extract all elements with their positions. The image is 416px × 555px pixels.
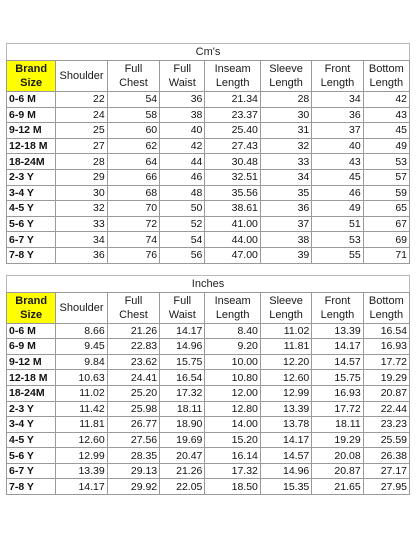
measurement-cell: 16.54	[363, 323, 409, 339]
measurement-cell: 17.32	[205, 463, 261, 479]
measurement-cell: 65	[363, 201, 409, 217]
size-label-cell: 5-6 Y	[7, 448, 56, 464]
measurement-cell: 13.78	[260, 417, 311, 433]
measurement-cell: 28	[260, 92, 311, 108]
measurement-cell: 25	[56, 123, 107, 139]
size-label-cell: 7-8 Y	[7, 247, 56, 263]
measurement-cell: 72	[107, 216, 159, 232]
cm-table-title: Cm's	[6, 43, 410, 60]
measurement-cell: 16.93	[312, 385, 363, 401]
measurement-cell: 33	[56, 216, 107, 232]
measurement-cell: 8.66	[56, 323, 107, 339]
measurement-cell: 11.02	[56, 385, 107, 401]
measurement-cell: 40	[160, 123, 205, 139]
column-header: Full Chest	[107, 61, 159, 92]
measurement-cell: 28.35	[107, 448, 159, 464]
size-label-cell: 9-12 M	[7, 354, 56, 370]
measurement-cell: 19.69	[160, 432, 205, 448]
measurement-cell: 21.26	[160, 463, 205, 479]
measurement-cell: 54	[107, 92, 159, 108]
measurement-cell: 32	[260, 138, 311, 154]
measurement-cell: 36	[312, 107, 363, 123]
size-label-cell: 18-24M	[7, 385, 56, 401]
size-label-cell: 2-3 Y	[7, 169, 56, 185]
column-header: Bottom Length	[363, 61, 409, 92]
table-row	[7, 448, 410, 464]
table-row	[7, 185, 410, 201]
measurement-cell: 15.75	[160, 354, 205, 370]
measurement-cell: 25.98	[107, 401, 159, 417]
size-label-cell: 0-6 M	[7, 323, 56, 339]
measurement-cell: 36	[260, 201, 311, 217]
table-row	[7, 463, 410, 479]
measurement-cell: 11.81	[56, 417, 107, 433]
measurement-cell: 20.47	[160, 448, 205, 464]
table-row	[7, 385, 410, 401]
measurement-cell: 21.34	[205, 92, 261, 108]
measurement-cell: 22.83	[107, 339, 159, 355]
table-row	[7, 323, 410, 339]
measurement-cell: 44	[160, 154, 205, 170]
header-row	[7, 292, 410, 323]
measurement-cell: 16.14	[205, 448, 261, 464]
measurement-cell: 47.00	[205, 247, 261, 263]
measurement-cell: 17.32	[160, 385, 205, 401]
measurement-cell: 59	[363, 185, 409, 201]
measurement-cell: 20.08	[312, 448, 363, 464]
measurement-cell: 9.20	[205, 339, 261, 355]
measurement-cell: 62	[107, 138, 159, 154]
measurement-cell: 20.87	[363, 385, 409, 401]
measurement-cell: 64	[107, 154, 159, 170]
column-header: Full Waist	[160, 61, 205, 92]
measurement-cell: 42	[160, 138, 205, 154]
measurement-cell: 11.42	[56, 401, 107, 417]
size-label-cell: 5-6 Y	[7, 216, 56, 232]
measurement-cell: 19.29	[312, 432, 363, 448]
top-spacer	[6, 0, 410, 43]
measurement-cell: 25.20	[107, 385, 159, 401]
measurement-cell: 76	[107, 247, 159, 263]
measurement-cell: 22.44	[363, 401, 409, 417]
size-label-cell: 12-18 M	[7, 370, 56, 386]
measurement-cell: 33	[260, 154, 311, 170]
measurement-cell: 43	[312, 154, 363, 170]
measurement-cell: 17.72	[312, 401, 363, 417]
measurement-cell: 11.02	[260, 323, 311, 339]
measurement-cell: 15.75	[312, 370, 363, 386]
table-row	[7, 354, 410, 370]
table-row	[7, 247, 410, 263]
size-label-cell: 6-9 M	[7, 107, 56, 123]
table-row	[7, 432, 410, 448]
measurement-cell: 12.00	[205, 385, 261, 401]
measurement-cell: 8.40	[205, 323, 261, 339]
measurement-cell: 52	[160, 216, 205, 232]
measurement-cell: 25.59	[363, 432, 409, 448]
measurement-cell: 24.41	[107, 370, 159, 386]
measurement-cell: 12.60	[260, 370, 311, 386]
measurement-cell: 23.23	[363, 417, 409, 433]
measurement-cell: 14.57	[312, 354, 363, 370]
measurement-cell: 29.13	[107, 463, 159, 479]
table-row	[7, 201, 410, 217]
size-label-cell: 6-9 M	[7, 339, 56, 355]
measurement-cell: 26.77	[107, 417, 159, 433]
column-header: Front Length	[312, 61, 363, 92]
measurement-cell: 18.90	[160, 417, 205, 433]
measurement-cell: 66	[107, 169, 159, 185]
measurement-cell: 44.00	[205, 232, 261, 248]
measurement-cell: 14.17	[312, 339, 363, 355]
measurement-cell: 34	[312, 92, 363, 108]
measurement-cell: 74	[107, 232, 159, 248]
table-row	[7, 339, 410, 355]
measurement-cell: 45	[363, 123, 409, 139]
measurement-cell: 31	[260, 123, 311, 139]
measurement-cell: 27.43	[205, 138, 261, 154]
table-row	[7, 92, 410, 108]
column-header: Full Chest	[107, 292, 159, 323]
measurement-cell: 34	[56, 232, 107, 248]
measurement-cell: 71	[363, 247, 409, 263]
measurement-cell: 37	[312, 123, 363, 139]
measurement-cell: 17.72	[363, 354, 409, 370]
measurement-cell: 27.56	[107, 432, 159, 448]
cm-table-body	[7, 61, 410, 264]
table-row	[7, 232, 410, 248]
measurement-cell: 37	[260, 216, 311, 232]
measurement-cell: 9.45	[56, 339, 107, 355]
measurement-cell: 26.38	[363, 448, 409, 464]
measurement-cell: 13.39	[260, 401, 311, 417]
measurement-cell: 16.93	[363, 339, 409, 355]
measurement-cell: 14.00	[205, 417, 261, 433]
measurement-cell: 35.56	[205, 185, 261, 201]
size-label-cell: 3-4 Y	[7, 417, 56, 433]
measurement-cell: 49	[312, 201, 363, 217]
measurement-cell: 55	[312, 247, 363, 263]
measurement-cell: 53	[363, 154, 409, 170]
column-header: Sleeve Length	[260, 61, 311, 92]
measurement-cell: 36	[56, 247, 107, 263]
measurement-cell: 15.20	[205, 432, 261, 448]
measurement-cell: 28	[56, 154, 107, 170]
measurement-cell: 14.57	[260, 448, 311, 464]
measurement-cell: 14.96	[260, 463, 311, 479]
measurement-cell: 14.17	[160, 323, 205, 339]
measurement-cell: 70	[107, 201, 159, 217]
measurement-cell: 69	[363, 232, 409, 248]
measurement-cell: 9.84	[56, 354, 107, 370]
measurement-cell: 27.95	[363, 479, 409, 495]
table-row	[7, 479, 410, 495]
column-header: Sleeve Length	[260, 292, 311, 323]
measurement-cell: 58	[107, 107, 159, 123]
measurement-cell: 45	[312, 169, 363, 185]
measurement-cell: 24	[56, 107, 107, 123]
measurement-cell: 60	[107, 123, 159, 139]
measurement-cell: 43	[363, 107, 409, 123]
measurement-cell: 51	[312, 216, 363, 232]
measurement-cell: 12.99	[56, 448, 107, 464]
size-label-cell: 9-12 M	[7, 123, 56, 139]
measurement-cell: 67	[363, 216, 409, 232]
measurement-cell: 27.17	[363, 463, 409, 479]
measurement-cell: 11.81	[260, 339, 311, 355]
measurement-cell: 18.11	[160, 401, 205, 417]
measurement-cell: 41.00	[205, 216, 261, 232]
column-header: Full Waist	[160, 292, 205, 323]
measurement-cell: 13.39	[312, 323, 363, 339]
measurement-cell: 34	[260, 169, 311, 185]
measurement-cell: 10.80	[205, 370, 261, 386]
measurement-cell: 68	[107, 185, 159, 201]
table-row	[7, 154, 410, 170]
size-label-cell: 0-6 M	[7, 92, 56, 108]
table-row	[7, 169, 410, 185]
measurement-cell: 39	[260, 247, 311, 263]
size-label-cell: 3-4 Y	[7, 185, 56, 201]
measurement-cell: 30.48	[205, 154, 261, 170]
inches-table-title: Inches	[6, 275, 410, 292]
measurement-cell: 21.65	[312, 479, 363, 495]
measurement-cell: 12.99	[260, 385, 311, 401]
measurement-cell: 42	[363, 92, 409, 108]
size-label-cell: 18-24M	[7, 154, 56, 170]
measurement-cell: 38	[260, 232, 311, 248]
measurement-cell: 12.60	[56, 432, 107, 448]
measurement-cell: 54	[160, 232, 205, 248]
measurement-cell: 12.80	[205, 401, 261, 417]
measurement-cell: 27	[56, 138, 107, 154]
measurement-cell: 12.20	[260, 354, 311, 370]
measurement-cell: 53	[312, 232, 363, 248]
table-row	[7, 138, 410, 154]
size-chart-sheet	[6, 0, 410, 495]
column-header: Bottom Length	[363, 292, 409, 323]
measurement-cell: 57	[363, 169, 409, 185]
column-header: Shoulder	[56, 61, 107, 92]
measurement-cell: 35	[260, 185, 311, 201]
measurement-cell: 50	[160, 201, 205, 217]
table-row	[7, 107, 410, 123]
table-row	[7, 417, 410, 433]
measurement-cell: 46	[312, 185, 363, 201]
measurement-cell: 29.92	[107, 479, 159, 495]
inches-size-table	[6, 292, 410, 496]
column-header: Brand Size	[7, 292, 56, 323]
measurement-cell: 16.54	[160, 370, 205, 386]
cm-size-table	[6, 60, 410, 264]
measurement-cell: 48	[160, 185, 205, 201]
measurement-cell: 18.50	[205, 479, 261, 495]
measurement-cell: 20.87	[312, 463, 363, 479]
measurement-cell: 49	[363, 138, 409, 154]
measurement-cell: 32	[56, 201, 107, 217]
measurement-cell: 36	[160, 92, 205, 108]
table-row	[7, 370, 410, 386]
measurement-cell: 46	[160, 169, 205, 185]
size-label-cell: 12-18 M	[7, 138, 56, 154]
column-header: Front Length	[312, 292, 363, 323]
measurement-cell: 22	[56, 92, 107, 108]
measurement-cell: 15.35	[260, 479, 311, 495]
measurement-cell: 23.37	[205, 107, 261, 123]
column-header: Inseam Length	[205, 61, 261, 92]
measurement-cell: 22.05	[160, 479, 205, 495]
table-spacer	[6, 264, 410, 275]
size-label-cell: 4-5 Y	[7, 201, 56, 217]
column-header: Brand Size	[7, 61, 56, 92]
table-row	[7, 216, 410, 232]
header-row	[7, 61, 410, 92]
inches-table-body	[7, 292, 410, 495]
measurement-cell: 14.17	[260, 432, 311, 448]
size-label-cell: 2-3 Y	[7, 401, 56, 417]
measurement-cell: 38.61	[205, 201, 261, 217]
measurement-cell: 21.26	[107, 323, 159, 339]
measurement-cell: 14.17	[56, 479, 107, 495]
size-label-cell: 6-7 Y	[7, 463, 56, 479]
column-header: Shoulder	[56, 292, 107, 323]
size-label-cell: 7-8 Y	[7, 479, 56, 495]
column-header: Inseam Length	[205, 292, 261, 323]
measurement-cell: 29	[56, 169, 107, 185]
table-row	[7, 401, 410, 417]
measurement-cell: 56	[160, 247, 205, 263]
measurement-cell: 30	[56, 185, 107, 201]
size-label-cell: 6-7 Y	[7, 232, 56, 248]
measurement-cell: 30	[260, 107, 311, 123]
measurement-cell: 25.40	[205, 123, 261, 139]
measurement-cell: 10.00	[205, 354, 261, 370]
table-row	[7, 123, 410, 139]
measurement-cell: 38	[160, 107, 205, 123]
measurement-cell: 18.11	[312, 417, 363, 433]
measurement-cell: 40	[312, 138, 363, 154]
measurement-cell: 10.63	[56, 370, 107, 386]
size-label-cell: 4-5 Y	[7, 432, 56, 448]
measurement-cell: 32.51	[205, 169, 261, 185]
measurement-cell: 14.96	[160, 339, 205, 355]
measurement-cell: 19.29	[363, 370, 409, 386]
measurement-cell: 13.39	[56, 463, 107, 479]
measurement-cell: 23.62	[107, 354, 159, 370]
